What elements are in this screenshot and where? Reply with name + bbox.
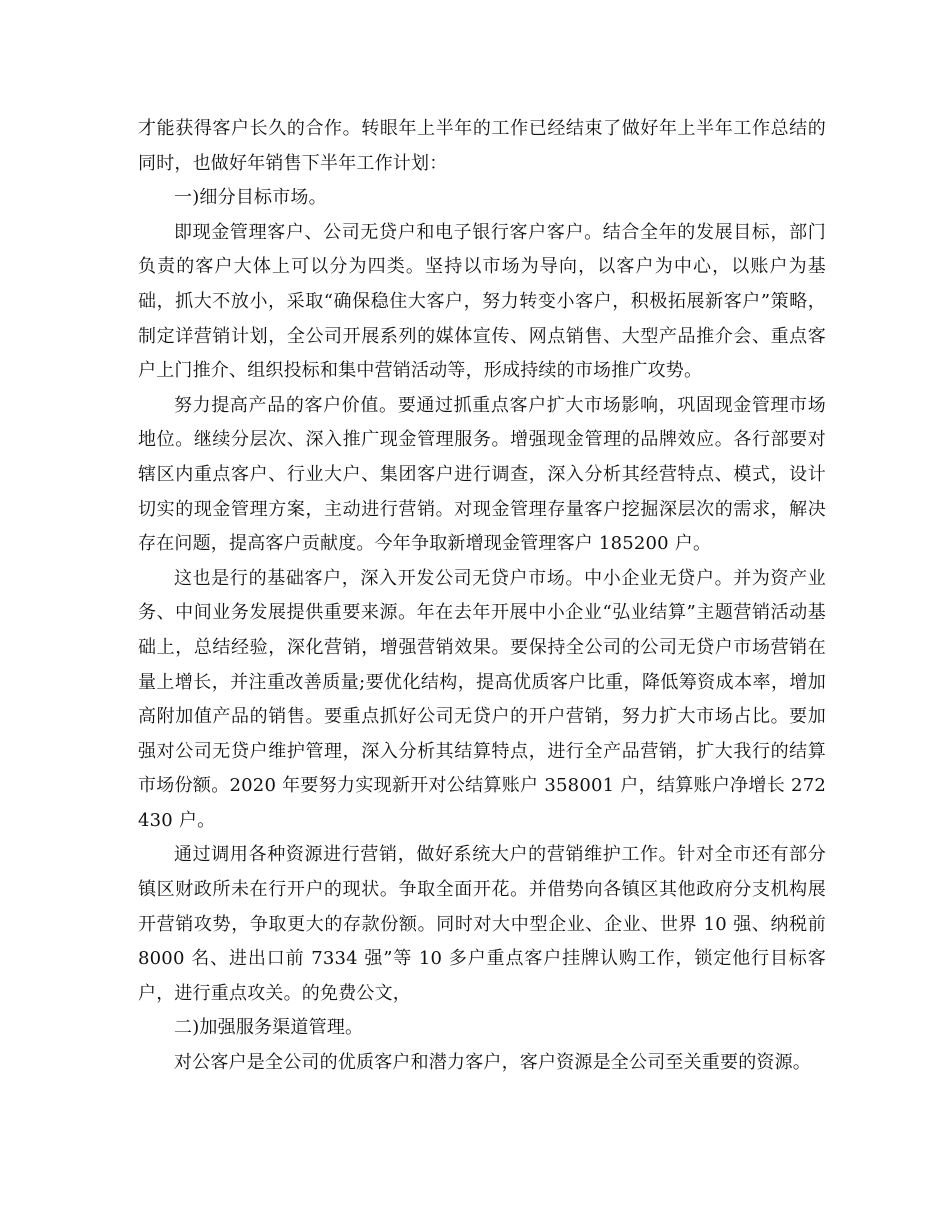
document-body [138,112,826,1081]
paragraph-6: 对公客户是全公司的优质客户和潜力客户，客户资源是全公司至关重要的资源。 [174,1052,811,1074]
paragraph-2: 即现金管理客户、公司无贷户和电子银行客户客户。结合全年的发展目标，部门负责的客户大体上可以分为四类。坚持以市场为导向，以客户为中心，以账户为基础，抓大不放小，采取“确保稳住大客户，努力转变小客户，积极拓展新客户”策略，制定详营销计划，全公司开展系列的媒体宣传、网点销售、大型产品推介会、重点客户上门推介、组织投标和集中营销活动等，形成持续的市场推广攻势。 [138,221,826,382]
section-heading-2: 二)加强服务渠道管理。 [174,1017,364,1039]
paragraph-1: 才能获得客户长久的合作。转眼年上半年的工作已经结束了做好年上半年工作总结的同时，也做好年销售下半年工作计划： [138,118,826,174]
paragraph-3: 努力提高产品的客户价值。要通过抓重点客户扩大市场影响，巩固现金管理市场地位。继续分层次、深入推广现金管理服务。增强现金管理的品牌效应。各行部要对辖区内重点客户、行业大户、集团客户进行调查，深入分析其经营特点、模式，设计切实的现金管理方案，主动进行营销。对现金管理存量客户挖掘深层次的需求，解决存在问题，提高客户贡献度。今年争取新增现金管理客户 185200 户。 [138,394,826,555]
paragraph-4: 这也是行的基础客户，深入开发公司无贷户市场。中小企业无贷户。并为资产业务、中间业务发展提供重要来源。年在去年开展中小企业“弘业结算”主题营销活动基础上，总结经验，深化营销，增强营销效果。要保持全公司的公司无贷户市场营销在量上增长，并注重改善质量;要优化结构，提高优质客户比重，降低筹资成本率，增加高附加值产品的销售。要重点抓好公司无贷户的开户营销，努力扩大市场占比。要加强对公司无贷户维护管理，深入分析其结算特点，进行全产品营销，扩大我行的结算市场份额。2020 年要努力实现新开对公结算账户 358001 户，结算账户净增长 272430 户。 [138,567,826,831]
paragraph-5: 通过调用各种资源进行营销，做好系统大户的营销维护工作。针对全市还有部分镇区财政所未在行开户的现状。争取全面开花。并借势向各镇区其他政府分支机构展开营销攻势，争取更大的存款份额。同时对大中型企业、企业、世界 10 强、纳税前 8000 名、进出口前 7334 强”等 10 多户重点客户挂牌认购工作，锁定他行目标客户，进行重点攻关。的免费公文， [138,844,826,1004]
section-heading-1: 一)细分目标市场。 [174,187,327,209]
